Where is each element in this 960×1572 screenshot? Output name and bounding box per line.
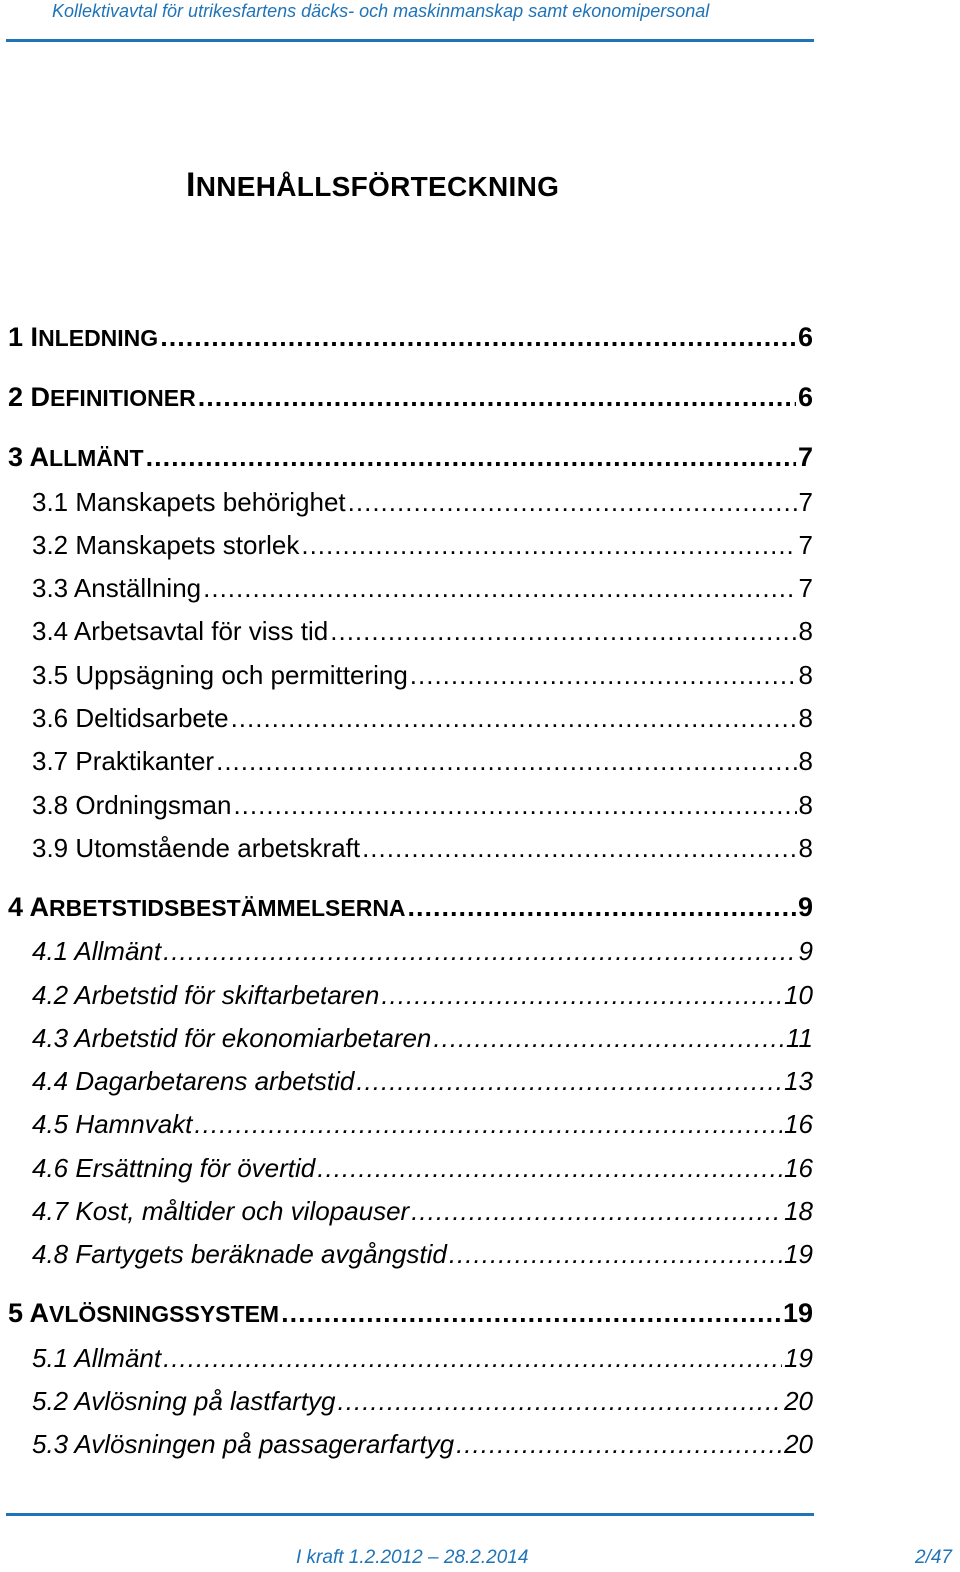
toc-entry-3-9[interactable] <box>32 829 813 867</box>
toc-leader-dots <box>216 742 796 780</box>
toc-entry-5-3[interactable] <box>32 1425 813 1463</box>
toc-page-number: 11 <box>786 1023 813 1053</box>
toc-entry-2[interactable] <box>8 377 813 417</box>
toc-leader-dots <box>433 1019 784 1057</box>
footer-page-number: 2/47 <box>915 1547 952 1568</box>
toc-entry-3-3[interactable] <box>32 569 813 607</box>
title-initial: I <box>186 166 196 204</box>
toc-entry-3-7[interactable] <box>32 742 813 780</box>
toc-leader-dots <box>198 377 796 417</box>
toc-entry-1[interactable] <box>8 317 813 357</box>
toc-entry-label: 5.3 Avlösningen på passagerarfartyg <box>32 1429 455 1459</box>
toc-page-number: 8 <box>798 660 813 690</box>
toc-page-number: 9 <box>798 936 813 966</box>
toc-entry-3-6[interactable] <box>32 699 813 737</box>
toc-page-number: 7 <box>797 442 813 472</box>
toc-page-number: 13 <box>784 1066 813 1096</box>
footer-validity: I kraft 1.2.2012 – 28.2.2014 <box>296 1547 529 1568</box>
toc-page-number: 18 <box>784 1196 813 1226</box>
toc-entry-4-3[interactable] <box>32 1019 813 1057</box>
toc-entry-label: 4.2 Arbetstid för skiftarbetaren <box>32 980 380 1010</box>
toc-page-number: 16 <box>784 1109 813 1139</box>
toc-leader-dots <box>233 786 796 824</box>
toc-leader-dots <box>410 656 797 694</box>
toc-entry-3-1[interactable] <box>32 483 813 521</box>
toc-entry-4[interactable] <box>8 887 813 927</box>
toc-entry-4-6[interactable] <box>32 1149 813 1187</box>
toc-leader-dots <box>163 932 796 970</box>
toc-page-number: 7 <box>798 487 813 517</box>
toc-entry-label: 4.5 Hamnvakt <box>32 1109 193 1139</box>
toc-entry-4-2[interactable] <box>32 976 813 1014</box>
toc-leader-dots <box>146 437 796 477</box>
toc-leader-dots <box>203 569 796 607</box>
toc-page-number: 8 <box>798 616 813 646</box>
toc-entry-label: 3.1 Manskapets behörighet <box>32 487 346 517</box>
toc-leader-dots <box>449 1235 782 1273</box>
toc-page-number: 20 <box>784 1429 813 1459</box>
toc-leader-dots <box>362 829 796 867</box>
toc-page-number: 10 <box>784 980 813 1010</box>
toc-page-number: 8 <box>798 790 813 820</box>
toc-page-number: 19 <box>784 1239 813 1269</box>
toc-entry-4-5[interactable] <box>32 1105 813 1143</box>
toc-leader-dots <box>356 1062 782 1100</box>
toc-page-number: 20 <box>784 1386 813 1416</box>
toc-leader-dots <box>194 1105 782 1143</box>
toc-entry-label: 4.3 Arbetstid för ekonomiarbetaren <box>32 1023 432 1053</box>
toc-leader-dots <box>408 887 796 927</box>
toc-entry-3-8[interactable] <box>32 786 813 824</box>
toc-leader-dots <box>330 612 796 650</box>
toc-entry-label: 5 AVLÖSNINGSSYSTEM <box>8 1298 280 1328</box>
toc-entry-4-1[interactable] <box>32 932 813 970</box>
toc-leader-dots <box>381 976 782 1014</box>
toc-entry-label: 5.1 Allmänt <box>32 1343 162 1373</box>
toc-entry-label: 4.7 Kost, måltider och vilopauser <box>32 1196 410 1226</box>
toc-leader-dots <box>281 1293 781 1333</box>
toc-entry-label: 3.7 Praktikanter <box>32 746 215 776</box>
toc-page-number: 8 <box>798 746 813 776</box>
toc-page-number: 6 <box>797 382 813 412</box>
toc-entry-label: 4.8 Fartygets beräknade avgångstid <box>32 1239 447 1269</box>
toc-leader-dots <box>348 483 797 521</box>
toc-entry-label: 3.8 Ordningsman <box>32 790 232 820</box>
toc-leader-dots <box>231 699 797 737</box>
toc-entry-label: 4.6 Ersättning för övertid <box>32 1153 316 1183</box>
toc-entry-4-4[interactable] <box>32 1062 813 1100</box>
toc-entry-label: 1 INLEDNING <box>8 322 159 352</box>
toc-leader-dots <box>163 1339 782 1377</box>
toc-page-number: 8 <box>798 833 813 863</box>
toc-page-number: 9 <box>797 892 813 922</box>
toc-page-number: 7 <box>798 573 813 603</box>
footer-divider <box>6 1513 814 1516</box>
toc-entry-3[interactable] <box>8 437 813 477</box>
toc-leader-dots <box>301 526 796 564</box>
toc-entry-label: 3.2 Manskapets storlek <box>32 530 300 560</box>
toc-entry-5[interactable] <box>8 1293 813 1333</box>
toc-page-number: 16 <box>784 1153 813 1183</box>
toc-entry-3-2[interactable] <box>32 526 813 564</box>
toc-entry-label: 4 ARBETSTIDSBESTÄMMELSERNA <box>8 892 406 922</box>
toc-leader-dots <box>160 317 796 357</box>
toc-entry-5-2[interactable] <box>32 1382 813 1420</box>
toc-page-number: 6 <box>797 322 813 352</box>
toc-entry-label: 4.4 Dagarbetarens arbetstid <box>32 1066 355 1096</box>
toc-entry-label: 5.2 Avlösning på lastfartyg <box>32 1386 336 1416</box>
toc-entry-label: 3.3 Anställning <box>32 573 202 603</box>
toc-entry-4-8[interactable] <box>32 1235 813 1273</box>
toc-entry-label: 3.6 Deltidsarbete <box>32 703 229 733</box>
title-rest: NNEHÅLLSFÖRTECKNING <box>195 171 560 202</box>
toc-entry-4-7[interactable] <box>32 1192 813 1230</box>
toc-leader-dots <box>317 1149 782 1187</box>
toc-page-number: 19 <box>784 1343 813 1373</box>
toc-entry-label: 3.5 Uppsägning och permittering <box>32 660 408 690</box>
toc-entry-label: 4.1 Allmänt <box>32 936 162 966</box>
toc-entry-label: 2 DEFINITIONER <box>8 382 196 412</box>
toc-leader-dots <box>338 1382 783 1420</box>
toc-page-number: 7 <box>798 530 813 560</box>
toc-entry-label: 3.9 Utomstående arbetskraft <box>32 833 361 863</box>
document-header: Kollektivavtal för utrikesfartens däcks- och maskinmanskap samt ekonomipersonal <box>52 1 710 21</box>
toc-page-number: 19 <box>782 1298 813 1328</box>
toc-page-number: 8 <box>798 703 813 733</box>
toc-entry-3-4[interactable] <box>32 612 813 650</box>
toc-leader-dots <box>411 1192 782 1230</box>
toc-entry-3-5[interactable] <box>32 656 813 694</box>
toc-entry-label: 3.4 Arbetsavtal för viss tid <box>32 616 329 646</box>
toc-entry-5-1[interactable] <box>32 1339 813 1377</box>
toc-leader-dots <box>456 1425 782 1463</box>
toc-entry-label: 3 ALLMÄNT <box>8 442 144 472</box>
